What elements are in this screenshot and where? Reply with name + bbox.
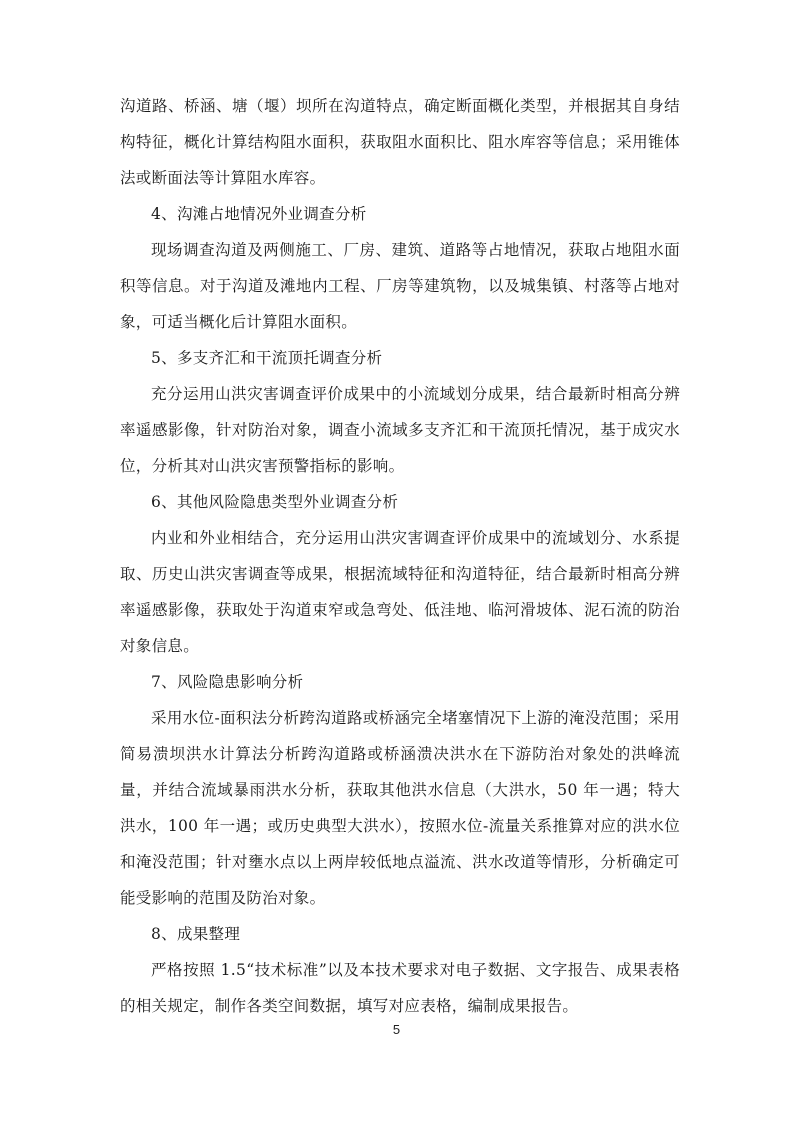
- paragraph-continued: 沟道路、桥涵、塘（堰）坝所在沟道特点，确定断面概化类型，并根据其自身结构特征，概化计算结构阻水面积，获取阻水面积比、阻水库容等信息；采用锥体法或断面法等计算阻水库容。: [120, 97, 680, 187]
- paragraph-section-6: 内业和外业相结合，充分运用山洪灾害调查评价成果中的流域划分、水系提取、历史山洪灾害调查等成果，根据流域特征和沟道特征，结合最新时相高分辨率遥感影像，获取处于沟道束窄或急弯处、低洼地、临河滑坡体、泥石流的防治对象信息。: [120, 529, 680, 655]
- paragraph-section-5: 充分运用山洪灾害调查评价成果中的小流域划分成果，结合最新时相高分辨率遥感影像，针对防治对象，调查小流域多支齐汇和干流顶托情况，基于成灾水位，分析其对山洪灾害预警指标的影响。: [120, 385, 680, 475]
- paragraph-section-4: 现场调查沟道及两侧施工、厂房、建筑、道路等占地情况，获取占地阻水面积等信息。对于沟道及滩地内工程、厂房等建筑物，以及城集镇、村落等占地对象，可适当概化后计算阻水面积。: [120, 241, 680, 331]
- paragraph-section-7: 采用水位-面积法分析跨沟道路或桥涵完全堵塞情况下上游的淹没范围；采用简易溃坝洪水计算法分析跨沟道路或桥涵溃决洪水在下游防治对象处的洪峰流量，并结合流域暴雨洪水分析，获取其他洪水信息（大洪水，50 年一遇；特大洪水，100 年一遇；或历史典型大洪水），按照水位-流量关系推算对应的洪水位和淹没范围；针对壅水点以上两岸较低地点溢流、洪水改道等情形，分析确定可能受影响的范围及防治对象。: [120, 709, 680, 907]
- section-heading-8: 8、成果整理: [151, 925, 241, 943]
- body-text: [120, 88, 680, 1024]
- section-heading-6: 6、其他风险隐患类型外业调查分析: [151, 493, 399, 511]
- section-heading-7: 7、风险隐患影响分析: [151, 673, 304, 691]
- paragraph-section-8: 严格按照 1.5“技术标准”以及本技术要求对电子数据、文字报告、成果表格的相关规定，制作各类空间数据，填写对应表格，编制成果报告。: [120, 961, 680, 1015]
- section-heading-5: 5、多支齐汇和干流顶托调查分析: [151, 349, 383, 367]
- page-number: 5: [392, 1022, 401, 1037]
- section-heading-4: 4、沟滩占地情况外业调查分析: [151, 205, 367, 223]
